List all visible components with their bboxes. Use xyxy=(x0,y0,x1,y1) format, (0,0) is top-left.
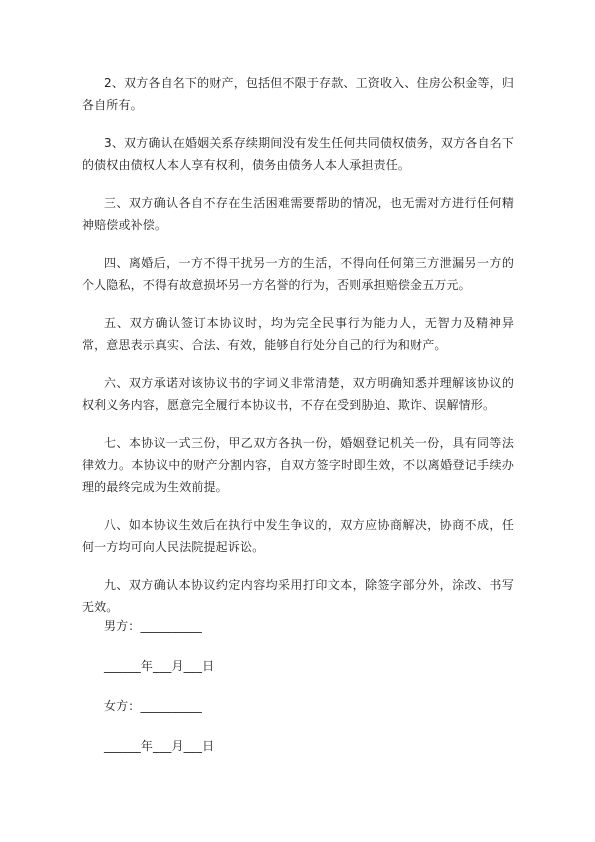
male-signature-date: ______年___月___日 xyxy=(104,659,215,673)
clause-six-understanding: 六、双方承诺对该协议书的字词义非常清楚，双方明确知悉并理解该协议的权利义务内容，愿意完全履行本协议书，不存在受到胁迫、欺诈、误解情形。 xyxy=(82,376,514,412)
clause-three-no-compensation: 三、双方确认各自不存在生活困难需要帮助的情况，也无需对方进行任何精神赔偿或补偿。 xyxy=(82,196,514,232)
clause-five-capacity: 五、双方确认签订本协议时，均为完全民事行为能力人，无智力及精神异常，意思表示真实、合法、有效，能够自行处分自己的行为和财产。 xyxy=(82,316,514,352)
clause-3-debts: 3、双方确认在婚姻关系存续期间没有发生任何共同债权债务，双方各自名下的债权由债权人本人享有权利，债务由债务人本人承担责任。 xyxy=(82,136,514,172)
female-signature-date: ______年___月___日 xyxy=(104,739,215,753)
female-signature-line: 女方：__________ xyxy=(104,699,202,713)
male-signature-line: 男方：__________ xyxy=(104,619,202,633)
clause-eight-disputes: 八、如本协议生效后在执行中发生争议的，双方应协商解决，协商不成，任何一方均可向人民法院提起诉讼。 xyxy=(82,518,514,554)
clause-four-privacy: 四、离婚后，一方不得干扰另一方的生活，不得向任何第三方泄漏另一方的个人隐私，不得有故意损坏另一方名誉的行为，否则承担赔偿金五万元。 xyxy=(82,256,514,292)
clause-2-property: 2、双方各自名下的财产，包括但不限于存款、工资收入、住房公积金等，归各自所有。 xyxy=(82,76,514,112)
clause-seven-copies: 七、本协议一式三份，甲乙双方各执一份，婚姻登记机关一份，具有同等法律效力。本协议中的财产分割内容，自双方签字时即生效，不以离婚登记手续办理的最终完成为生效前提。 xyxy=(82,436,514,494)
clause-nine-printed-text: 九、双方确认本协议约定内容均采用打印文本，除签字部分外，涂改、书写无效。 xyxy=(82,578,514,614)
